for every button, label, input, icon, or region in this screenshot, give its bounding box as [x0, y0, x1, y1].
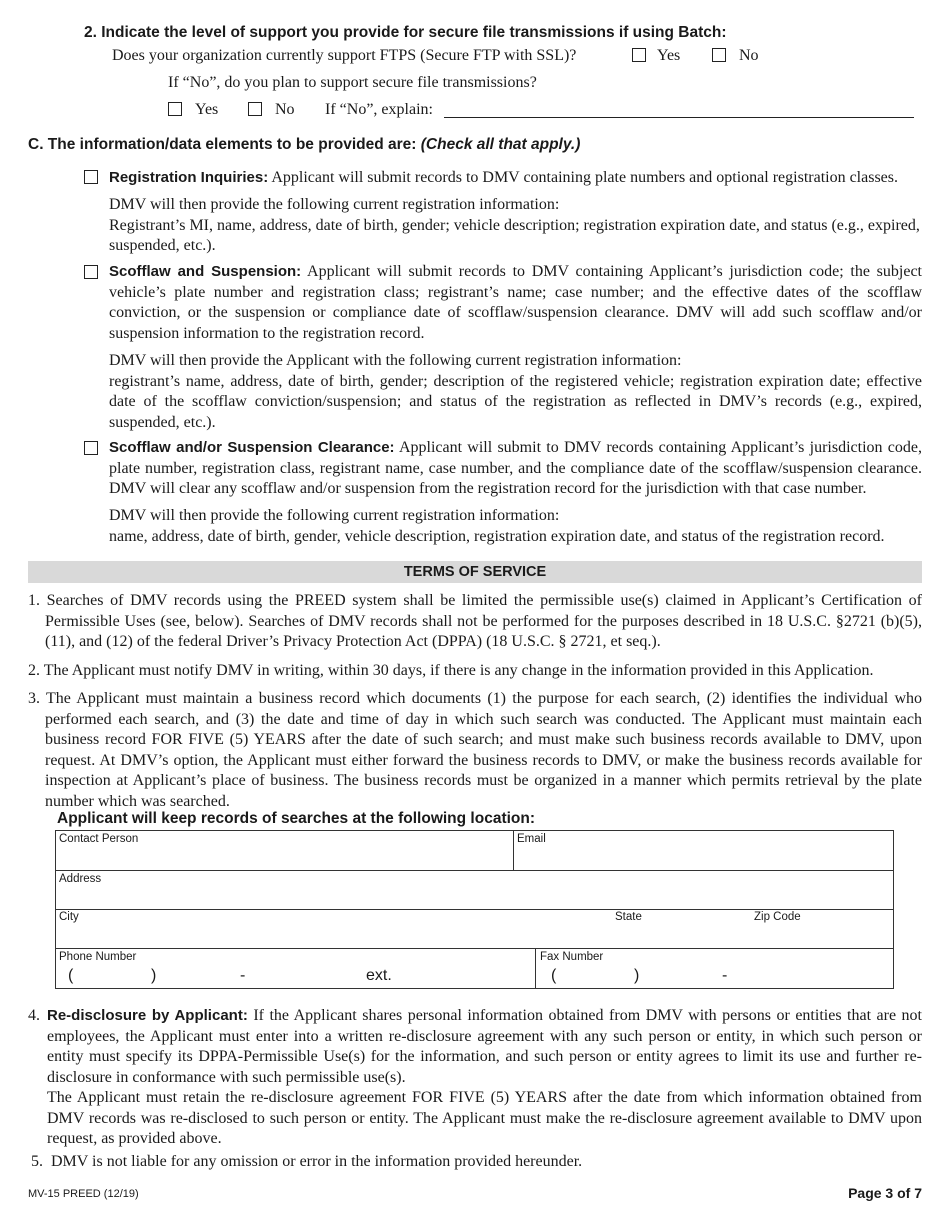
city-input[interactable]: [59, 927, 603, 947]
state-input[interactable]: [615, 927, 739, 947]
phone-label: Phone Number: [59, 951, 137, 963]
term-4-paragraph-2: The Applicant must retain the re-disclosure agreement FOR FIVE (5) YEARS after the date from which information obtained from DMV records was re-disclosed to such person or entity. The Applicant must make the re-disclosure agreement available to DMV upon request, as provided above.: [47, 1089, 922, 1147]
table-divider: [55, 870, 894, 871]
registration-inquiries-title: Registration Inquiries:: [109, 169, 269, 186]
registration-inquiries-text: Registration Inquiries: Applicant will submit records to DMV containing plate numbers and optional registration classes.: [109, 169, 899, 186]
phone-line-input[interactable]: [254, 968, 366, 988]
phone-ext-input[interactable]: [397, 968, 535, 988]
zip-label: Zip Code: [754, 911, 801, 923]
phone-prefix-input[interactable]: [162, 968, 240, 988]
explain-label: If “No”, explain:: [325, 101, 433, 118]
ftps-yes-label: Yes: [657, 47, 681, 64]
plan-yes-option[interactable]: [168, 101, 218, 119]
ftps-no-checkbox[interactable]: [712, 48, 726, 62]
plan-no-label: No: [275, 101, 295, 118]
batch-heading: 2. Indicate the level of support you provide for secure file transmissions if using Batch:: [84, 24, 727, 41]
table-divider: [535, 948, 536, 989]
fax-label: Fax Number: [540, 951, 604, 963]
page-number: Page 3 of 7: [848, 1185, 922, 1201]
email-input[interactable]: [517, 848, 893, 868]
ftps-yes-checkbox[interactable]: [632, 48, 646, 62]
contact-person-label: Contact Person: [59, 833, 139, 845]
terms-of-service-bar: TERMS OF SERVICE: [28, 561, 922, 583]
term-5: 5. DMV is not liable for any omission or error in the information provided hereunder.: [31, 1153, 583, 1170]
email-label: Email: [517, 833, 546, 845]
phone-open-paren: (: [68, 967, 74, 984]
term-3: 3. The Applicant must maintain a business record which documents (1) the purpose for each search, (2) identifies the individual who performed each search, and (3) the date and time of day in which such search was conducted. The Applicant must maintain each business record FOR FIVE (5) YEARS after the date of such search; and must make such business records available to DMV, upon request. At DMV’s option, the Applicant must either forward the business records to DMV, or make the business records available for inspection at Applicant’s place of business. The business records must be organized in a manner which permits retrieval by the plate number which was searched.: [28, 690, 922, 810]
table-divider: [55, 948, 894, 949]
scofflaw-clearance-provide: DMV will then provide the following current registration information: name, address, date of birth, gender, vehicle description, registration expiration date, and status of the registration record.: [109, 507, 885, 545]
city-label: City: [59, 911, 79, 923]
ftps-yes-option[interactable]: [632, 47, 680, 65]
plan-no-option[interactable]: [248, 101, 295, 119]
scofflaw-suspension-text: Scofflaw and Suspension: Applicant will submit records to DMV containing Applicant’s jurisdiction code; the subject vehicle’s plate number and registration class; registrant’s name; case number; and the effective dates of the scofflaw conviction, or the suspension or compliance date of scofflaw/suspension clearance. DMV will add such scofflaw and/or suspension information to the registration record.: [109, 263, 923, 342]
scofflaw-suspension-provide: DMV will then provide the Applicant with the following current registration information: registrant’s name, address, date of birth, gender; description of the registered vehicle; registration expiration date; effective date of the scofflaw conviction/suspension; and status of the registration as reflected in DMV’s records (e.g., expired, suspended, etc.).: [109, 352, 922, 431]
plan-yes-checkbox[interactable]: [168, 102, 182, 116]
fax-open-paren: (: [551, 967, 557, 984]
state-label: State: [615, 911, 642, 923]
zip-input[interactable]: [754, 927, 893, 947]
phone-close-paren: ): [151, 967, 157, 984]
fax-close-paren: ): [634, 967, 640, 984]
ftps-no-label: No: [739, 47, 759, 64]
plan-no-checkbox[interactable]: [248, 102, 262, 116]
scofflaw-suspension-checkbox[interactable]: [84, 265, 98, 279]
scofflaw-clearance-checkbox[interactable]: [84, 441, 98, 455]
records-location-heading: Applicant will keep records of searches at the following location:: [57, 810, 536, 827]
address-label: Address: [59, 873, 102, 885]
registration-inquiries-checkbox[interactable]: [84, 170, 98, 184]
table-divider: [513, 830, 514, 870]
term-4-title: Re-disclosure by Applicant:: [47, 1007, 248, 1024]
phone-dash: -: [240, 967, 246, 984]
registration-inquiries-provide: DMV will then provide the following current registration information: Registrant’s MI, name, address, date of birth, gender; vehicle description; registration expiration date, and status (e.g., expired, suspended, etc.).: [109, 196, 920, 254]
term-4-text: Re-disclosure by Applicant: If the Applicant shares personal information obtained from DMV with persons or entities that are not employees, the Applicant must enter into a written re-disclosure agreement with any such person or entity, in which such person or entity must specify its DPPA-Permissible Use(s) for the information, and such person or entity agrees to limit its use and further re-disclosure in conformance with such permissible use(s).: [47, 1007, 923, 1086]
form-id: MV-15 PREED (12/19): [28, 1188, 139, 1200]
fax-line-input[interactable]: [736, 968, 893, 988]
scofflaw-clearance-title: Scofflaw and/or Suspension Clearance:: [109, 439, 395, 456]
plan-yes-label: Yes: [195, 101, 219, 118]
scofflaw-suspension-title: Scofflaw and Suspension:: [109, 263, 302, 280]
ftps-question: Does your organization currently support FTPS (Secure FTP with SSL)?: [112, 47, 577, 64]
section-c-heading: C. The information/data elements to be provided are: (Check all that apply.): [28, 136, 581, 153]
fax-prefix-input[interactable]: [645, 968, 723, 988]
address-input[interactable]: [59, 888, 893, 908]
term-4-number: 4.: [28, 1007, 40, 1024]
fax-area-code-input[interactable]: [561, 968, 635, 988]
term-1: 1. Searches of DMV records using the PREED system shall be limited the permissible use(s) claimed in Applicant’s Certification of Permissible Uses (see, below). Searches of DMV records shall not be performed for the purposes described in 18 U.S.C. §2721 (b)(5), (11), and (12) of the federal Driver’s Privacy Protection Act (DPPA) (18 U.S.C. § 2721, et seq.).: [28, 592, 922, 650]
table-divider: [55, 909, 894, 910]
phone-area-code-input[interactable]: [78, 968, 152, 988]
term-2: 2. The Applicant must notify DMV in writing, within 30 days, if there is any change in the information provided in this Application.: [28, 662, 874, 679]
contact-person-input[interactable]: [59, 848, 513, 868]
ftps-no-option[interactable]: [712, 47, 759, 65]
fax-dash: -: [722, 967, 728, 984]
explain-input[interactable]: [446, 100, 916, 119]
phone-ext-label: ext.: [366, 967, 392, 984]
plan-question: If “No”, do you plan to support secure file transmissions?: [168, 74, 537, 91]
scofflaw-clearance-text: Scofflaw and/or Suspension Clearance: Applicant will submit to DMV records containing Applicant’s jurisdiction code, plate number, registration class, registrant name, case number, and the compliance date of the scofflaw/suspension clearance. DMV will clear any scofflaw and/or suspension from the registration record for the jurisdiction with that case number.: [109, 439, 922, 497]
